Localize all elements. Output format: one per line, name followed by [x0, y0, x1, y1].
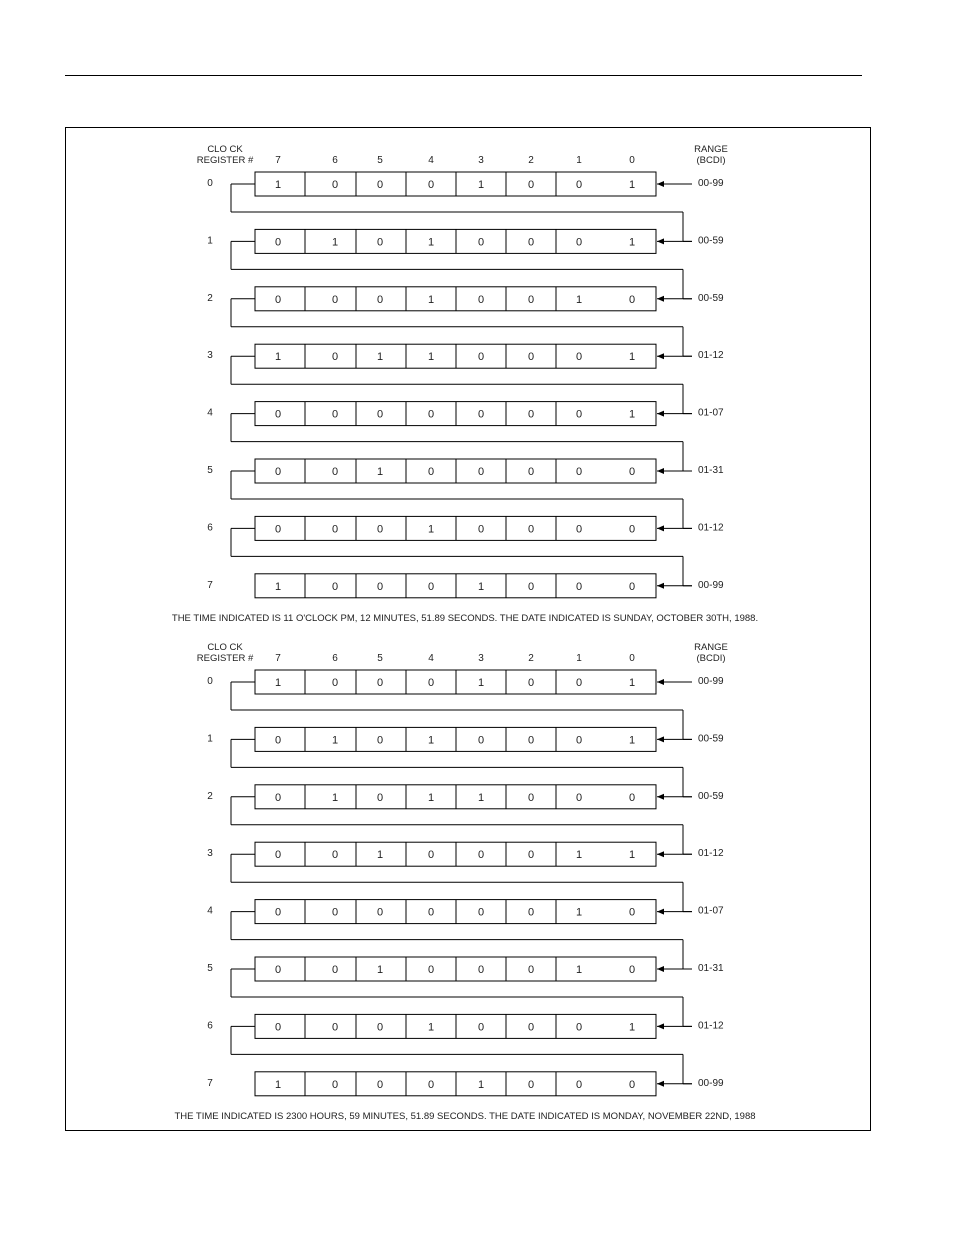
input-arrow-head: [657, 851, 664, 857]
bit-position-label: 3: [478, 653, 484, 664]
register-range: 00-59: [698, 733, 724, 745]
bit-value: 0: [527, 523, 535, 536]
bit-value: 0: [628, 523, 636, 536]
register-number: 6: [207, 522, 213, 534]
bit-value: 0: [527, 734, 535, 747]
bit-value: 0: [527, 1021, 535, 1034]
bit-value: 0: [427, 580, 435, 593]
bit-position-label: 2: [528, 653, 534, 664]
bit-value: 1: [575, 849, 583, 862]
clock-register-header: REGISTER #: [196, 155, 254, 166]
register-range: 00-99: [698, 178, 724, 189]
input-arrow-head: [657, 1081, 664, 1087]
bit-position-label: 7: [275, 653, 281, 664]
clock-register-header: REGISTER #: [196, 653, 254, 664]
bit-value: 1: [477, 179, 485, 191]
input-arrow-head: [657, 525, 664, 531]
register-number: 3: [207, 848, 213, 860]
bit-value: 1: [628, 179, 636, 191]
bit-value: 0: [331, 677, 339, 689]
bit-value: 0: [376, 580, 384, 593]
bit-value: 0: [274, 791, 282, 804]
bit-value: 0: [331, 849, 339, 862]
bit-position-label: 7: [275, 155, 281, 166]
bit-value: 1: [274, 580, 282, 593]
register-range: 01-12: [698, 1020, 724, 1032]
bit-value: 0: [527, 849, 535, 862]
bit-value: 0: [527, 351, 535, 364]
bit-value: 0: [331, 293, 339, 306]
bit-value: 0: [427, 906, 435, 919]
bit-value: 0: [477, 293, 485, 306]
bit-value: 0: [427, 677, 435, 689]
bit-value: 1: [628, 1021, 636, 1034]
register-range: 01-31: [698, 963, 724, 974]
bit-value: 0: [376, 523, 384, 536]
bit-value: 0: [628, 293, 636, 306]
bit-value: 0: [628, 580, 636, 593]
bit-position-label: 1: [576, 653, 582, 664]
bit-value: 0: [331, 351, 339, 364]
bit-value: 1: [331, 791, 339, 804]
bit-value: 0: [477, 523, 485, 536]
bit-position-label: 4: [428, 155, 434, 166]
bit-value: 1: [427, 791, 435, 804]
bit-value: 0: [477, 734, 485, 747]
bit-value: 1: [427, 293, 435, 306]
input-arrow-head: [657, 468, 664, 474]
register-number: 0: [207, 676, 213, 687]
bit-value: 0: [575, 466, 583, 478]
bit-value: 0: [477, 236, 485, 249]
bit-value: 0: [427, 408, 435, 421]
input-arrow-head: [657, 353, 664, 359]
bit-value: 0: [575, 791, 583, 804]
bit-value: 0: [628, 1078, 636, 1091]
register-range: 01-07: [698, 407, 724, 419]
input-arrow-head: [657, 794, 664, 800]
input-arrow-head: [657, 1023, 664, 1029]
bit-value: 0: [331, 906, 339, 919]
register-number: 0: [207, 178, 213, 189]
bit-value: 0: [427, 849, 435, 862]
register-range: 01-31: [698, 465, 724, 476]
bit-value: 0: [274, 236, 282, 249]
range-header: RANGE: [694, 144, 728, 155]
input-arrow-head: [657, 296, 664, 302]
input-arrow-head: [657, 181, 664, 187]
bit-position-label: 6: [332, 155, 338, 166]
bit-value: 1: [427, 523, 435, 536]
register-number: 5: [207, 963, 213, 974]
bit-position-label: 5: [377, 155, 383, 166]
bit-value: 1: [477, 791, 485, 804]
bit-value: 0: [527, 293, 535, 306]
input-arrow-head: [657, 411, 664, 417]
bit-value: 0: [274, 523, 282, 536]
bit-value: 1: [628, 677, 636, 689]
register-number: 4: [207, 407, 213, 419]
bit-value: 0: [527, 791, 535, 804]
bit-position-label: 5: [377, 653, 383, 664]
register-number: 4: [207, 905, 213, 917]
bit-value: 1: [376, 351, 384, 364]
bit-value: 0: [331, 179, 339, 191]
bit-value: 0: [527, 580, 535, 593]
bit-value: 0: [376, 1078, 384, 1091]
bit-value: 1: [427, 1021, 435, 1034]
bit-value: 0: [477, 466, 485, 478]
bit-value: 0: [274, 906, 282, 919]
diagram-caption: THE TIME INDICATED IS 2300 HOURS, 59 MINUTES, 51.89 SECONDS. THE DATE INDICATED IS MONDAY, NOVEMBER 22ND, 1988: [174, 1110, 756, 1122]
bit-value: 0: [527, 236, 535, 249]
register-number: 1: [207, 733, 213, 745]
register-range: 01-07: [698, 905, 724, 917]
bit-value: 1: [376, 466, 384, 478]
register-range: 00-99: [698, 1077, 724, 1089]
bit-value: 0: [628, 906, 636, 919]
bit-value: 1: [477, 580, 485, 593]
register-number: 6: [207, 1020, 213, 1032]
bit-value: 0: [427, 179, 435, 191]
register-range: 01-12: [698, 350, 724, 362]
bit-value: 0: [477, 849, 485, 862]
bit-value: 1: [477, 677, 485, 689]
bit-value: 0: [477, 351, 485, 364]
bit-position-label: 6: [332, 653, 338, 664]
bit-value: 0: [376, 906, 384, 919]
bit-position-label: 0: [629, 653, 635, 664]
bit-value: 0: [331, 1078, 339, 1091]
bit-value: 0: [376, 408, 384, 421]
bit-value: 1: [427, 734, 435, 747]
bit-value: 0: [331, 964, 339, 976]
bit-value: 0: [376, 1021, 384, 1034]
bit-value: 1: [575, 964, 583, 976]
register-range: 00-99: [698, 676, 724, 687]
register-range: 01-12: [698, 522, 724, 534]
bit-value: 1: [628, 734, 636, 747]
bit-value: 1: [274, 351, 282, 364]
bit-value: 0: [274, 1021, 282, 1034]
register-number: 5: [207, 465, 213, 476]
bit-value: 0: [331, 523, 339, 536]
bit-value: 0: [628, 466, 636, 478]
bit-value: 1: [427, 351, 435, 364]
bit-value: 0: [527, 677, 535, 689]
bit-value: 0: [274, 408, 282, 421]
bit-value: 0: [575, 580, 583, 593]
bit-value: 0: [331, 466, 339, 478]
bit-value: 1: [331, 236, 339, 249]
register-number: 2: [207, 790, 213, 802]
bit-value: 0: [575, 677, 583, 689]
input-arrow-head: [657, 909, 664, 915]
bit-value: 0: [575, 1021, 583, 1034]
register-range: 01-12: [698, 848, 724, 860]
bit-value: 1: [477, 1078, 485, 1091]
bit-value: 0: [376, 236, 384, 249]
bit-value: 0: [575, 236, 583, 249]
bit-value: 1: [274, 179, 282, 191]
bit-value: 1: [575, 293, 583, 306]
clock-register-header: CLO CK: [207, 144, 243, 155]
bit-value: 0: [274, 849, 282, 862]
input-arrow-head: [657, 583, 664, 589]
bit-value: 0: [477, 964, 485, 976]
bit-value: 0: [527, 906, 535, 919]
register-number: 7: [207, 1077, 213, 1089]
bit-value: 1: [331, 734, 339, 747]
bit-value: 0: [527, 964, 535, 976]
bit-position-label: 2: [528, 155, 534, 166]
range-header: RANGE: [694, 642, 728, 653]
bit-value: 1: [274, 677, 282, 689]
bit-value: 0: [477, 1021, 485, 1034]
bit-value: 0: [376, 677, 384, 689]
bit-value: 0: [427, 964, 435, 976]
bit-value: 0: [274, 734, 282, 747]
bit-value: 0: [477, 408, 485, 421]
bit-value: 0: [331, 1021, 339, 1034]
bit-value: 0: [575, 523, 583, 536]
bit-value: 0: [527, 408, 535, 421]
bit-value: 0: [575, 408, 583, 421]
bit-value: 0: [376, 179, 384, 191]
register-number: 3: [207, 350, 213, 362]
bit-value: 1: [376, 964, 384, 976]
bit-value: 1: [376, 849, 384, 862]
bit-value: 0: [477, 906, 485, 919]
bit-value: 0: [376, 791, 384, 804]
bit-value: 1: [628, 236, 636, 249]
register-number: 2: [207, 292, 213, 304]
bit-value: 0: [331, 580, 339, 593]
register-range: 00-59: [698, 790, 724, 802]
bit-value: 0: [527, 466, 535, 478]
register-number: 1: [207, 235, 213, 247]
register-number: 7: [207, 579, 213, 591]
input-arrow-head: [657, 966, 664, 972]
input-arrow-head: [657, 679, 664, 685]
bit-value: 0: [376, 734, 384, 747]
bit-value: 1: [427, 236, 435, 249]
input-arrow-head: [657, 736, 664, 742]
register-range: 00-99: [698, 579, 724, 591]
bit-value: 0: [527, 179, 535, 191]
bit-value: 1: [628, 849, 636, 862]
range-header: (BCDI): [696, 653, 726, 664]
clock-register-header: CLO CK: [207, 642, 243, 653]
bit-value: 0: [628, 791, 636, 804]
input-arrow-head: [657, 238, 664, 244]
bit-value: 0: [628, 964, 636, 976]
bit-value: 0: [575, 179, 583, 191]
bit-value: 0: [527, 1078, 535, 1091]
bit-value: 0: [331, 408, 339, 421]
bit-value: 0: [274, 293, 282, 306]
bit-value: 1: [575, 906, 583, 919]
range-header: (BCDI): [696, 155, 726, 166]
bit-value: 1: [274, 1078, 282, 1091]
bit-value: 0: [427, 1078, 435, 1091]
diagram-caption: THE TIME INDICATED IS 11 O'CLOCK PM, 12 MINUTES, 51.89 SECONDS. THE DATE INDICATED IS SUNDAY, OCTOBER 30TH, 1988.: [171, 612, 759, 624]
bit-value: 0: [274, 964, 282, 976]
bit-value: 0: [376, 293, 384, 306]
bit-value: 1: [628, 408, 636, 421]
bit-position-label: 4: [428, 653, 434, 664]
bit-value: 0: [575, 734, 583, 747]
bit-value: 0: [274, 466, 282, 478]
register-range: 00-59: [698, 292, 724, 304]
bit-value: 1: [628, 351, 636, 364]
bit-position-label: 1: [576, 155, 582, 166]
bit-value: 0: [575, 1078, 583, 1091]
bit-position-label: 3: [478, 155, 484, 166]
bit-value: 0: [575, 351, 583, 364]
bit-value: 0: [427, 466, 435, 478]
register-range: 00-59: [698, 235, 724, 247]
bit-position-label: 0: [629, 155, 635, 166]
